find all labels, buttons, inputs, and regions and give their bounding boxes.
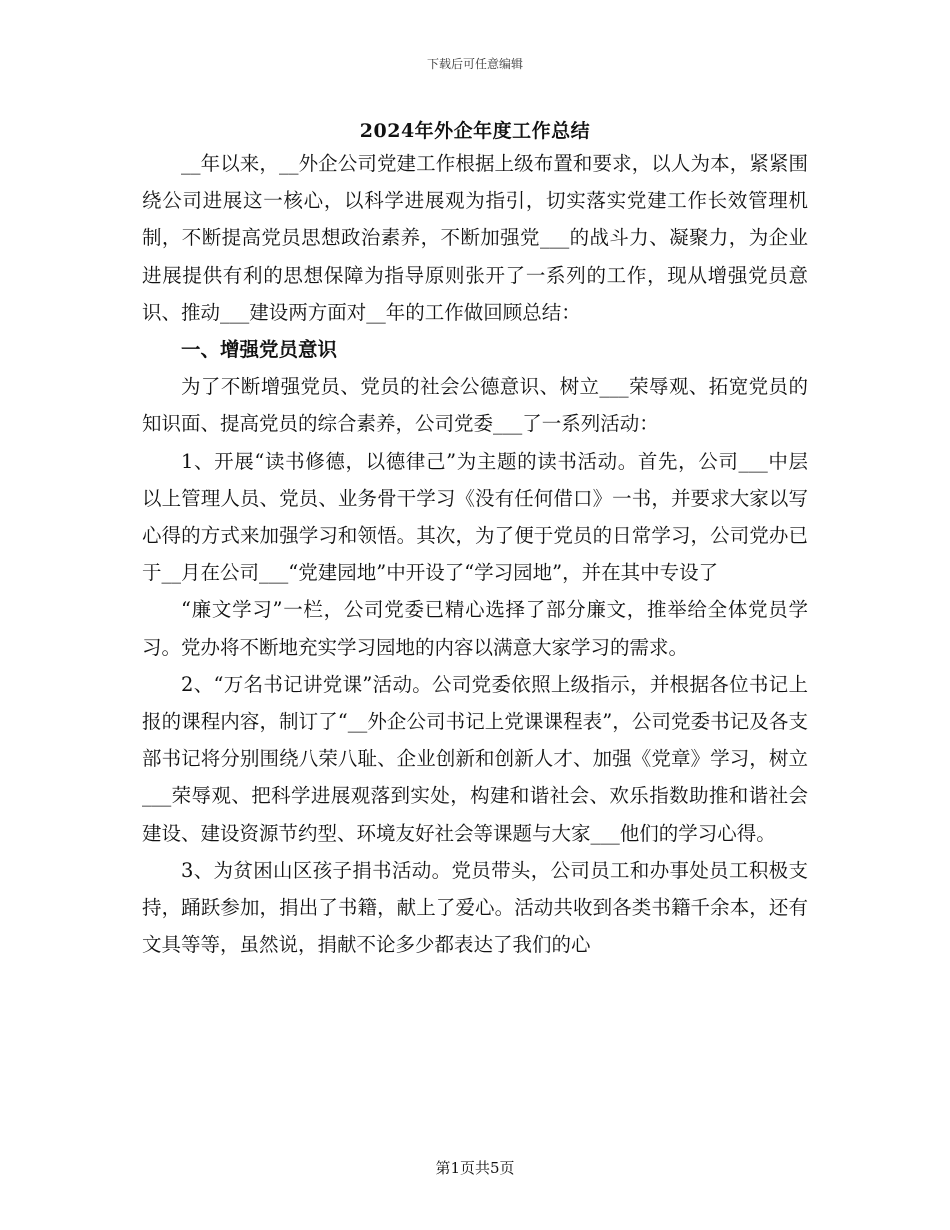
header-note: 下载后可任意编辑 [426, 57, 523, 71]
document-body [142, 145, 808, 963]
document-title: 2024年外企年度工作总结 [359, 120, 591, 142]
paragraph: “廉文学习”一栏，公司党委已精心选择了部分廉文，推举给全体党员学习。党办将不断地充实学习园地的内容以满意大家学习的需求。 [142, 598, 808, 659]
paragraph-intro: __年以来，__外企公司党建工作根据上级布置和要求，以人为本，紧紧围绕公司进展这一核心，以科学进展观为指引，切实落实党建工作长效管理机制，不断提高党员思想政治素养，不断加强党___的战斗力、凝聚力，为企业进展提供有利的思想保障为指导原则张开了一系列的工作，现从增强党员意识、推动___建设两方面对__年的工作做回顾总结： [142, 152, 808, 324]
paragraph: 1、开展“读书修德，以德律己”为主题的读书活动。首先，公司___中层以上管理人员、党员、业务骨干学习《没有任何借口》一书，并要求大家以写心得的方式来加强学习和领悟。其次，为了便于党员的日常学习，公司党办已于__月在公司___“党建园地”中开设了“学习园地”，并在其中专设了 [142, 449, 808, 585]
section-heading: 一、增强党员意识 [181, 338, 338, 362]
page-footer: 第1页共5页 [435, 1159, 515, 1177]
paragraph: 2、“万名书记讲党课”活动。公司党委依照上级指示，并根据各位书记上报的课程内容，制订了“__外企公司书记上党课课程表”，公司党委书记及各支部书记将分别围绕八荣八耻、企业创新和创新人才、加强《党章》学习，树立___荣辱观、把科学进展观落到实处，构建和谐社会、欢乐指数助推和谐社会建设、建设资源节约型、环境友好社会等课题与大家___他们的学习心得。 [142, 672, 808, 845]
paragraph: 3、为贫困山区孩子捐书活动。党员带头，公司员工和办事处员工积极支持，踊跃参加，捐出了书籍，献上了爱心。活动共收到各类书籍千余本，还有文具等等，虽然说，捐献不论多少都表达了我们的心 [142, 858, 808, 957]
paragraph: 为了不断增强党员、党员的社会公德意识、树立___荣辱观、拓宽党员的知识面、提高党员的综合素养，公司党委___了一系列活动： [142, 375, 808, 436]
